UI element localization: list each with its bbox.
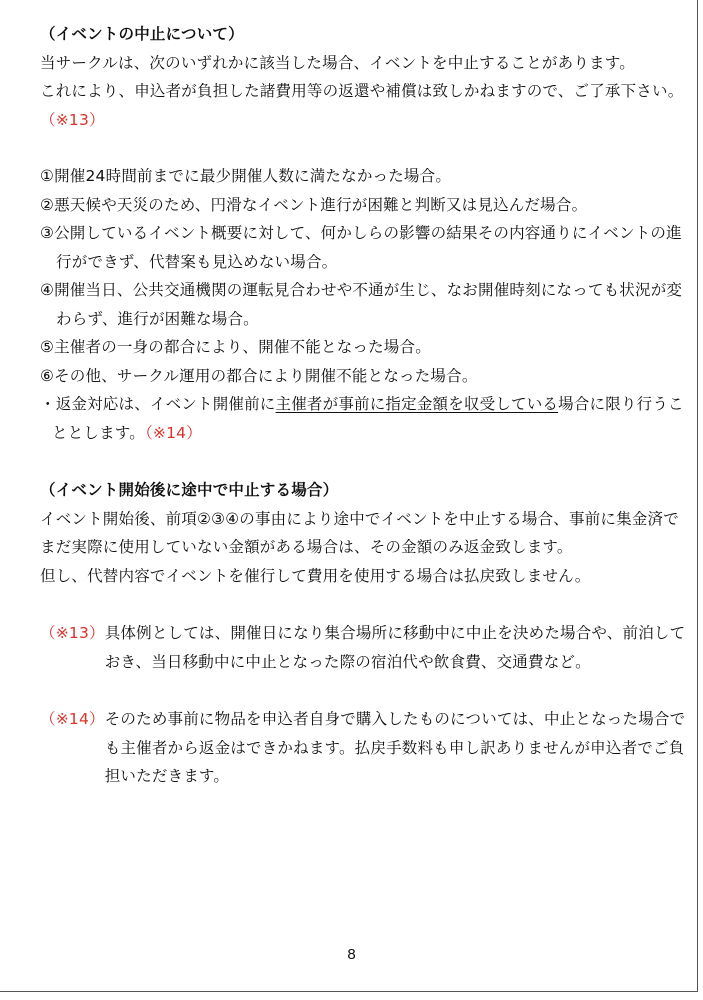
- condition-item-3: ③公開しているイベント概要に対して、何かしらの影響の結果その内容通りにイベントの進行ができず、代替案も見込めない場合。: [40, 224, 682, 271]
- refund-suffix: 場合に限り行うこととします。: [52, 395, 684, 442]
- page-number: 8: [347, 946, 356, 963]
- note-ref-14: （※14）: [144, 423, 202, 442]
- footnote-14-text: そのため事前に物品を申込者自身で購入したものについては、中止となった場合でも主催者から返金はできかねます。払戻手数料も申し訳ありませんが申込者でご負担いただきます。: [104, 710, 686, 785]
- page-border-right: [697, 0, 698, 992]
- page-content: [40, 20, 688, 791]
- condition-item-2: ②悪天候や天災のため、円滑なイベント進行が困難と判断又は見込んだ場合。: [40, 195, 588, 214]
- refund-policy: [40, 390, 688, 447]
- midway-paragraph-2: 但し、代替内容でイベントを催行して費用を使用する場合は払戻致しません。: [40, 566, 591, 585]
- footnote-14-label: （※14）: [40, 710, 105, 728]
- condition-item-5: ⑤主催者の一身の都合により、開催不能となった場合。: [40, 338, 431, 356]
- section-heading-midway-cancel: （イベント開始後に途中で中止する場合）: [40, 481, 339, 499]
- page-border-bottom: [0, 991, 698, 992]
- footnote-13-text: 具体例としては、開催日になり集合場所に移動中に中止を決めた場合や、前泊しておき、当日移動中に中止となった際の宿泊代や飲食費、交通費など。: [104, 624, 686, 671]
- refund-condition-underlined: 主催者が事前に指定金額を収受している: [275, 395, 559, 413]
- footnote-14: [40, 705, 688, 791]
- refund-prefix: ・返金対応は、イベント開催前に: [40, 395, 276, 413]
- intro-paragraph: [40, 49, 688, 135]
- condition-item-6: ⑥その他、サークル運用の都合により開催不能となった場合。: [40, 366, 478, 385]
- condition-item-4: ④開催当日、公共交通機関の運転見合わせや不通が生じ、なお開催時刻になっても状況が変わらず、進行が困難な場合。: [40, 281, 683, 328]
- condition-item-1: ①開催24時間前までに最少開催人数に満たなかった場合。: [40, 167, 452, 185]
- intro-line-2: これにより、申込者が負担した諸費用等の返還や補償は致しかねますので、ご了承下さい。: [40, 82, 684, 100]
- section-heading-cancellation: （イベントの中止について）: [40, 25, 244, 43]
- note-ref-13: （※13）: [40, 110, 105, 129]
- midway-paragraph-1: イベント開始後、前項②③④の事由により途中でイベントを中止する場合、事前に集金済でまだ実際に使用していない金額がある場合は、その金額のみ返金致します。: [40, 509, 679, 556]
- intro-line-1: 当サークルは、次のいずれかに該当した場合、イベントを中止することがあります。: [40, 53, 635, 72]
- footnote-13-label: （※13）: [40, 624, 105, 642]
- footnote-13: [40, 619, 688, 676]
